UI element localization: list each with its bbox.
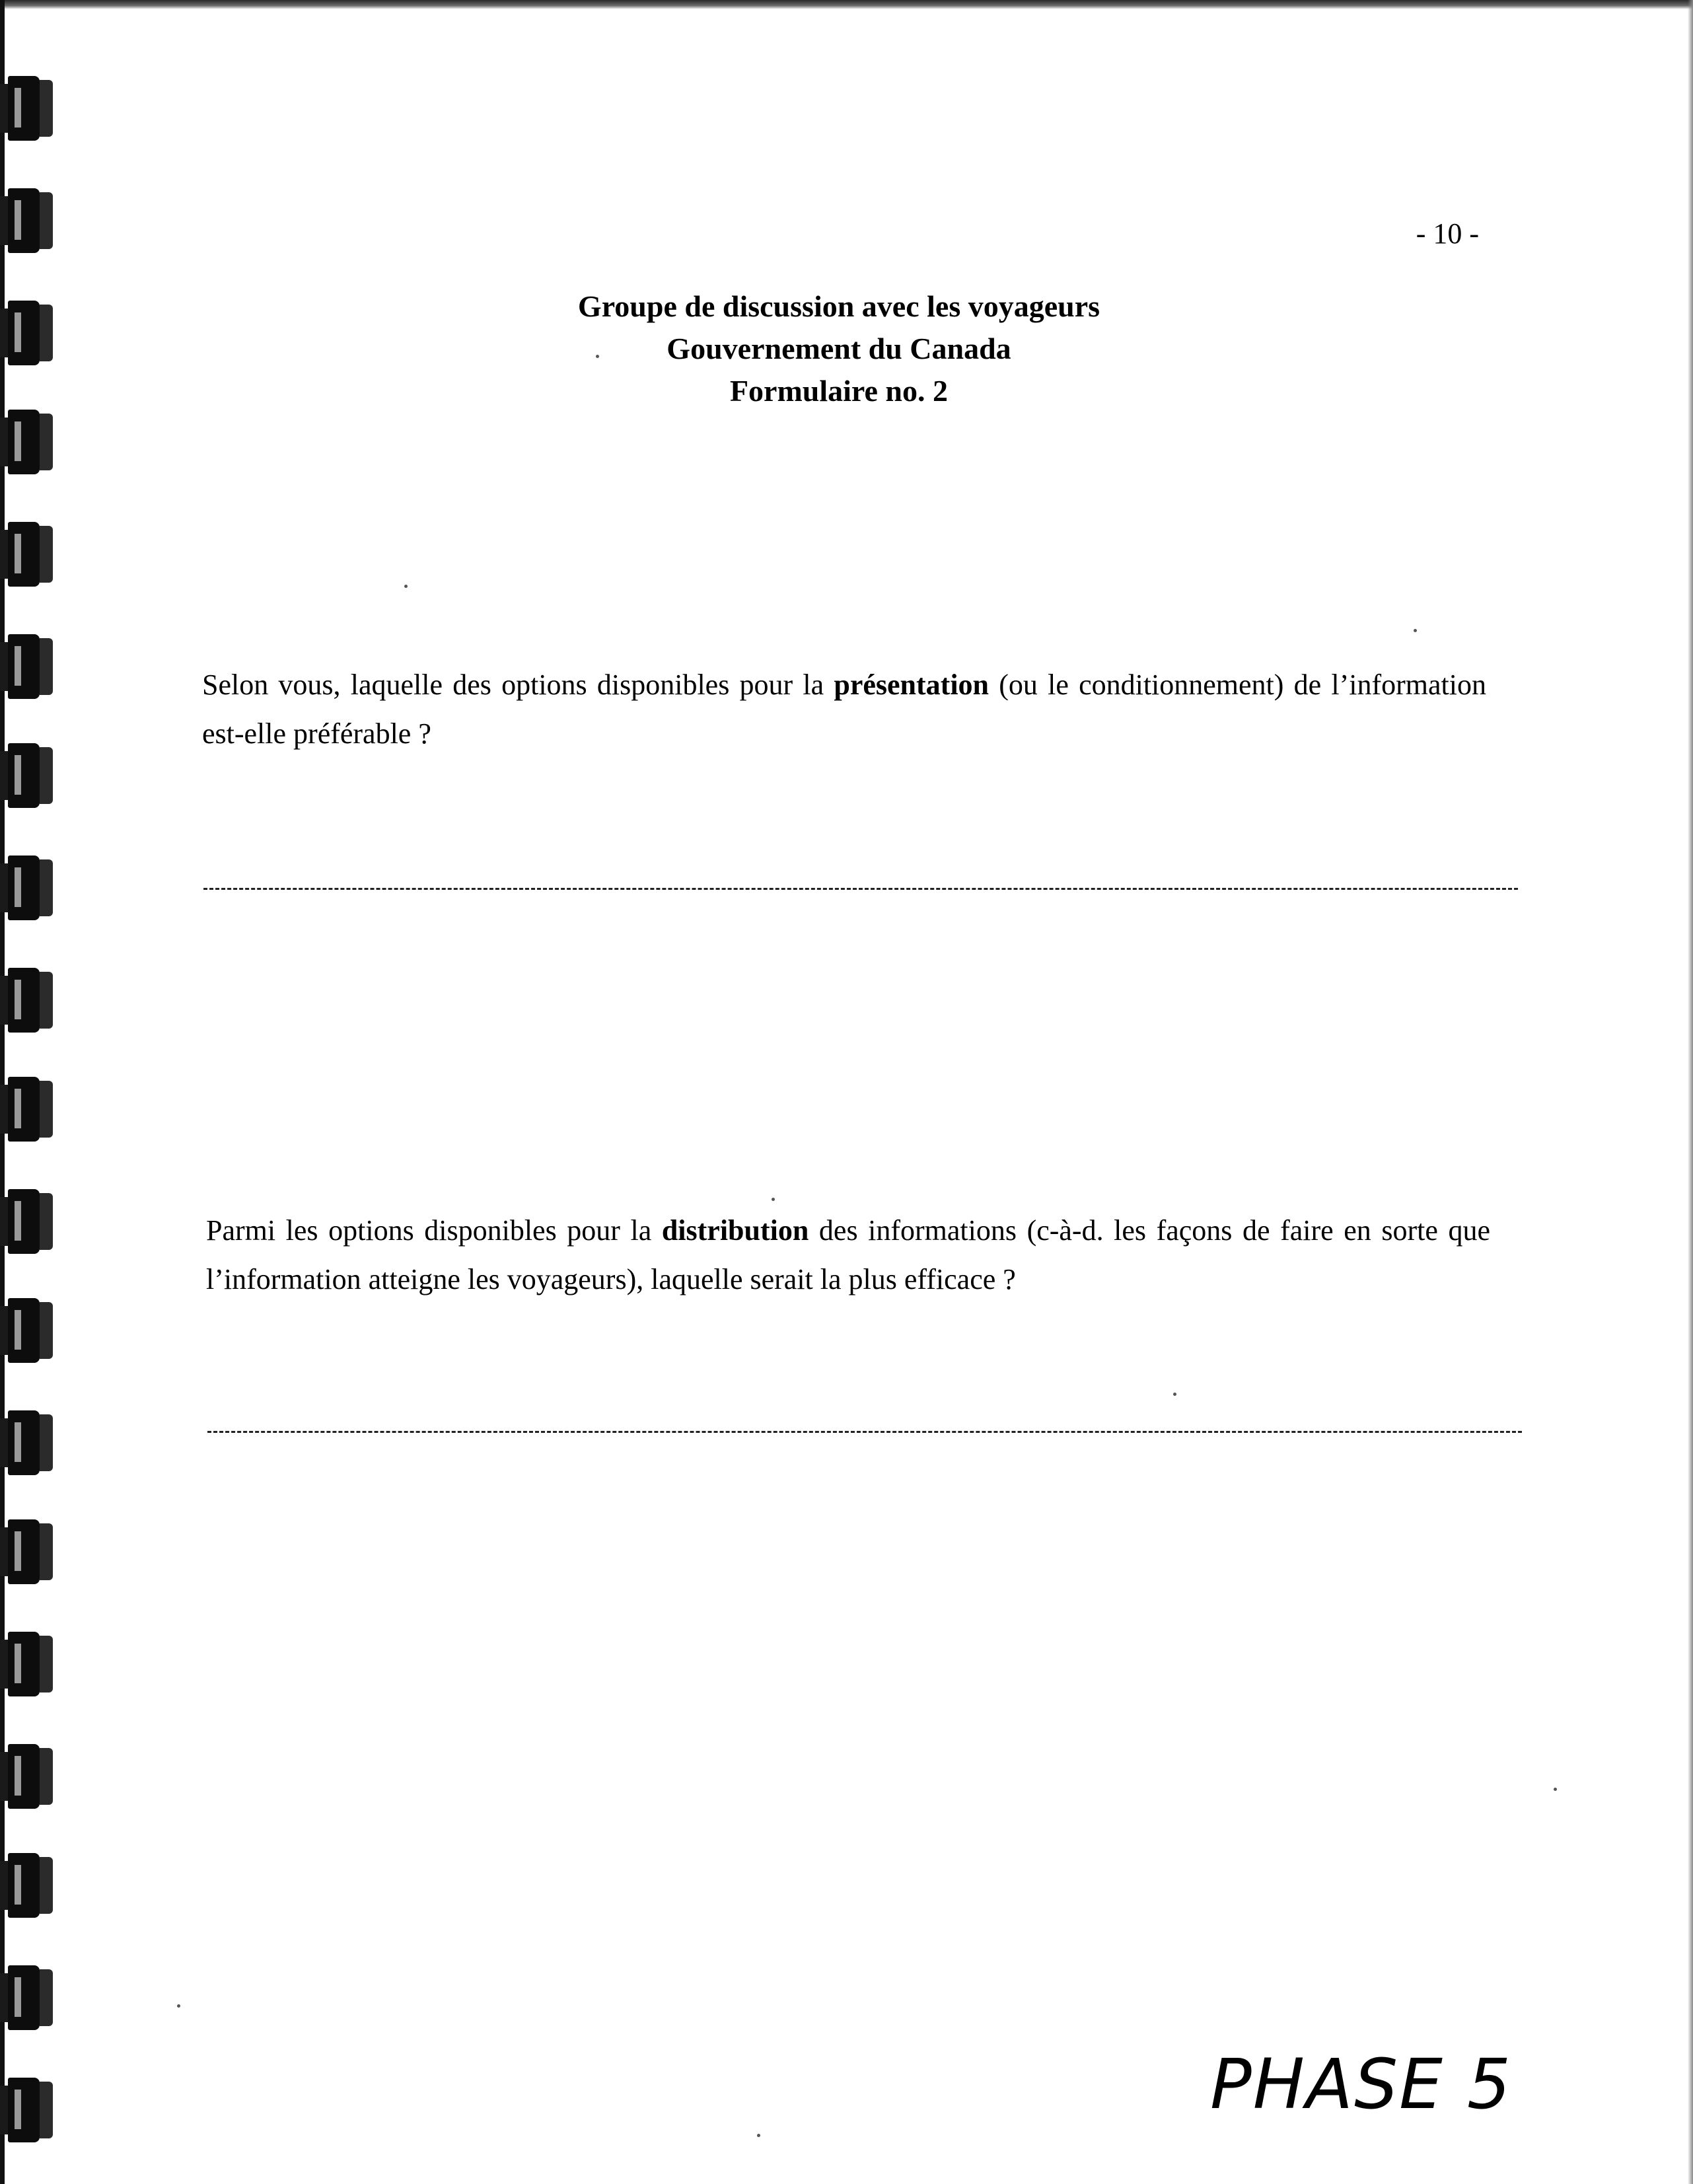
binding-ring [0, 1189, 53, 1254]
binding-ring-part [15, 1977, 21, 2017]
binding-ring [0, 188, 53, 253]
answer-line [207, 1431, 1522, 1433]
binding-ring-part [8, 1298, 40, 1363]
binding-ring-part [40, 1857, 53, 1914]
binding-ring [0, 1298, 53, 1363]
binding-ring-part [40, 1193, 53, 1250]
header-organization: Gouvernement du Canada [666, 332, 1011, 365]
scan-speck [1554, 1788, 1557, 1791]
binding-ring [0, 1077, 53, 1142]
binding-ring [0, 1965, 53, 2030]
binding-ring-part [8, 1410, 40, 1475]
answer-line [203, 888, 1518, 890]
binding-ring [0, 634, 53, 699]
binding-ring-part [15, 534, 21, 573]
binding-ring-part [15, 1644, 21, 1683]
binding-ring [0, 855, 53, 920]
binding-ring [0, 1519, 53, 1584]
scan-right-edge [1688, 0, 1693, 2184]
binding-ring-part [15, 421, 21, 461]
binding-ring-part [15, 2090, 21, 2129]
binding-ring-part [8, 188, 40, 253]
question-text: Selon vous, laquelle des options disponibles pour la [202, 669, 834, 701]
binding-ring-part [15, 755, 21, 795]
binding-ring-part [40, 1523, 53, 1580]
binding-ring-part [15, 1422, 21, 1462]
binding-ring [0, 2078, 53, 2142]
binding-ring-part [8, 968, 40, 1033]
binding-ring-part [40, 1636, 53, 1693]
header-form-number: Formulaire no. 2 [729, 374, 949, 408]
binding-ring-part [40, 1748, 53, 1805]
binding-ring-part [8, 1189, 40, 1254]
binding-ring [0, 410, 53, 474]
scan-top-edge [0, 0, 1693, 9]
scan-speck [757, 2134, 760, 2137]
scan-speck [1173, 1393, 1176, 1396]
binding-ring-part [8, 1519, 40, 1584]
binding-ring-part [8, 743, 40, 808]
binding-ring-part [40, 2082, 53, 2138]
binding-ring-part [8, 855, 40, 920]
binding-ring-part [8, 1632, 40, 1696]
binding-ring-part [15, 200, 21, 240]
binding-ring-part [8, 410, 40, 474]
question-text: Parmi les options disponibles pour la [206, 1214, 662, 1247]
binding-ring-part [15, 1865, 21, 1905]
binding-ring-part [40, 1414, 53, 1471]
binding-ring-part [40, 1302, 53, 1359]
scan-speck [772, 1198, 775, 1201]
binding-ring-part [40, 747, 53, 804]
header-title: Groupe de discussion avec les voyageurs [577, 289, 1100, 323]
binding-ring-part [15, 1089, 21, 1128]
binding-ring-part [8, 2078, 40, 2142]
binding-ring-part [40, 972, 53, 1029]
binding-ring-part [8, 76, 40, 141]
binding-ring [0, 522, 53, 587]
binding-ring-part [40, 192, 53, 249]
binding-ring-part [15, 867, 21, 907]
binding-ring-part [8, 1965, 40, 2030]
spiral-binding [0, 0, 66, 2184]
scan-speck [1414, 629, 1417, 632]
form-header [462, 285, 1215, 412]
binding-ring-part [40, 1081, 53, 1138]
binding-ring-part [15, 1756, 21, 1796]
binding-ring-part [8, 634, 40, 699]
binding-ring-part [40, 414, 53, 470]
question-text: (ou le conditionnement) de l’information est-elle préférable ? [202, 669, 1486, 750]
binding-ring [0, 76, 53, 141]
binding-ring-part [40, 638, 53, 695]
binding-ring-part [40, 80, 53, 137]
question-emphasis: présentation [834, 669, 990, 701]
binding-ring-part [8, 1744, 40, 1809]
binding-ring [0, 1853, 53, 1918]
binding-ring-part [15, 88, 21, 127]
binding-ring-part [15, 980, 21, 1019]
binding-ring-part [40, 859, 53, 916]
binding-ring-part [8, 1853, 40, 1918]
binding-ring [0, 301, 53, 365]
page-number: - 10 - [1416, 217, 1479, 250]
binding-ring-part [15, 1310, 21, 1350]
binding-ring-part [40, 1969, 53, 2026]
binding-ring-part [8, 522, 40, 587]
binding-ring-part [15, 1201, 21, 1241]
binding-ring-part [8, 1077, 40, 1142]
question-text: des informations (c-à-d. les façons de faire en sorte que l’information atteigne les voyageurs), laquelle serait la plus efficace ? [206, 1214, 1490, 1295]
binding-ring-part [8, 301, 40, 365]
binding-ring-part [15, 312, 21, 352]
binding-ring [0, 1744, 53, 1809]
binding-ring-part [40, 526, 53, 583]
binding-ring [0, 743, 53, 808]
question-emphasis: distribution [661, 1214, 809, 1247]
binding-ring [0, 1410, 53, 1475]
scan-speck [404, 585, 408, 588]
question-distribution [206, 1206, 1490, 1304]
binding-ring-part [15, 1531, 21, 1571]
scan-speck [177, 2004, 180, 2008]
question-presentation [202, 661, 1486, 758]
scan-speck [596, 355, 599, 358]
binding-ring-part [15, 646, 21, 686]
phase-stamp: PHASE 5 [1210, 2044, 1513, 2125]
binding-ring-part [40, 305, 53, 361]
binding-ring [0, 1632, 53, 1696]
binding-ring [0, 968, 53, 1033]
